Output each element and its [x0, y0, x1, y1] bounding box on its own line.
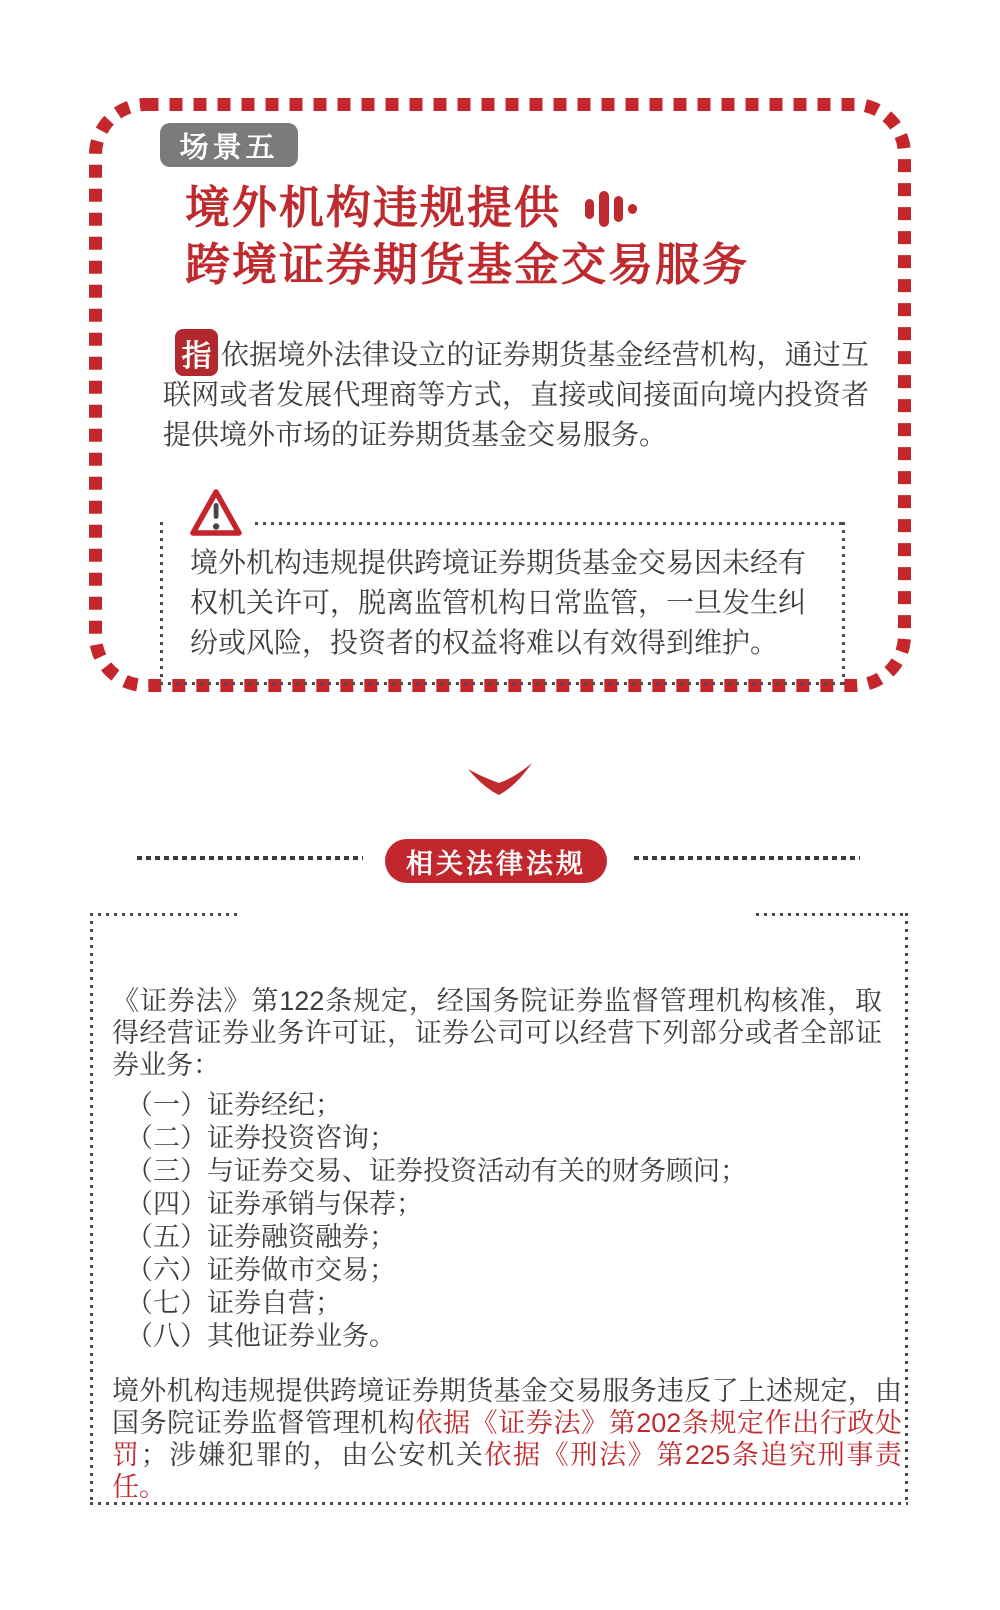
legal-border-top-right [756, 913, 908, 916]
divider-dash-left [137, 856, 363, 860]
legal-item: （八）其他证券业务。 [126, 1321, 396, 1351]
warning-box [160, 522, 845, 685]
waveform-icon [585, 189, 645, 229]
legal-item: （五）证券融资融券； [126, 1222, 396, 1252]
scene-panel [88, 97, 912, 693]
legal-panel [90, 913, 908, 1505]
page-title-line2: 跨境证券期货基金交易服务 [185, 239, 750, 290]
penalty-seg-red: 依据《证券法》第202条规定作出行政处罚 [112, 1408, 902, 1470]
zhi-pointer-icon: 指 [175, 329, 218, 376]
legal-items-list [126, 1089, 747, 1353]
warning-triangle-icon [188, 486, 244, 540]
penalty-paragraph [112, 1375, 902, 1503]
warning-border-bottom [160, 682, 845, 685]
warning-text: 境外机构违规提供跨境证券期货基金交易因未经有权机关许可，脱离监管机构日常监管，一旦发生纠纷或风险，投资者的权益将难以有效得到维护。 [190, 547, 807, 658]
penalty-seg-black: 境外机构违规提供跨境证券期货基金交易服务违反了上述规定，由国务院证券监督管理机构 [112, 1376, 902, 1438]
penalty-seg-black: ；涉嫌犯罪的，由公安机关 [140, 1440, 485, 1470]
legal-item: （二）证券投资咨询； [126, 1123, 396, 1153]
legal-item: （七）证券自营； [126, 1288, 342, 1318]
section-pill: 相关法律法规 [385, 839, 607, 883]
legal-item: （三）与证券交易、证券投资活动有关的财务顾问； [126, 1156, 747, 1186]
definition-text: 依据境外法律设立的证券期货基金经营机构，通过互联网或者发展代理商等方式，直接或间接面向境内投资者提供境外市场的证券期货基金交易服务。 [163, 339, 869, 450]
legal-border-left [90, 913, 93, 1505]
legal-intro-paragraph: 《证券法》第122条规定，经国务院证券监督管理机构核准，取得经营证券业务许可证，证券公司可以经营下列部分或者全部证券业务： [112, 986, 882, 1080]
scene-badge: 场景五 [160, 123, 298, 167]
legal-border-right [905, 913, 908, 1505]
warning-border-right [842, 522, 845, 685]
legal-border-top-left [90, 913, 238, 916]
legal-item: （六）证券做市交易； [126, 1255, 396, 1285]
page-title [185, 179, 749, 293]
legal-item: （四）证券承销与保荐； [126, 1189, 423, 1219]
legal-item: （一）证券经纪； [126, 1090, 342, 1120]
warning-border-top [255, 522, 845, 525]
divider-dash-right [634, 856, 860, 860]
page-title-line1: 境外机构违规提供 [185, 182, 562, 233]
chevron-down-icon [466, 762, 534, 798]
warning-border-left [160, 522, 163, 685]
penalty-seg-red: 依据《刑法》第225条追究刑事责任。 [112, 1440, 903, 1502]
